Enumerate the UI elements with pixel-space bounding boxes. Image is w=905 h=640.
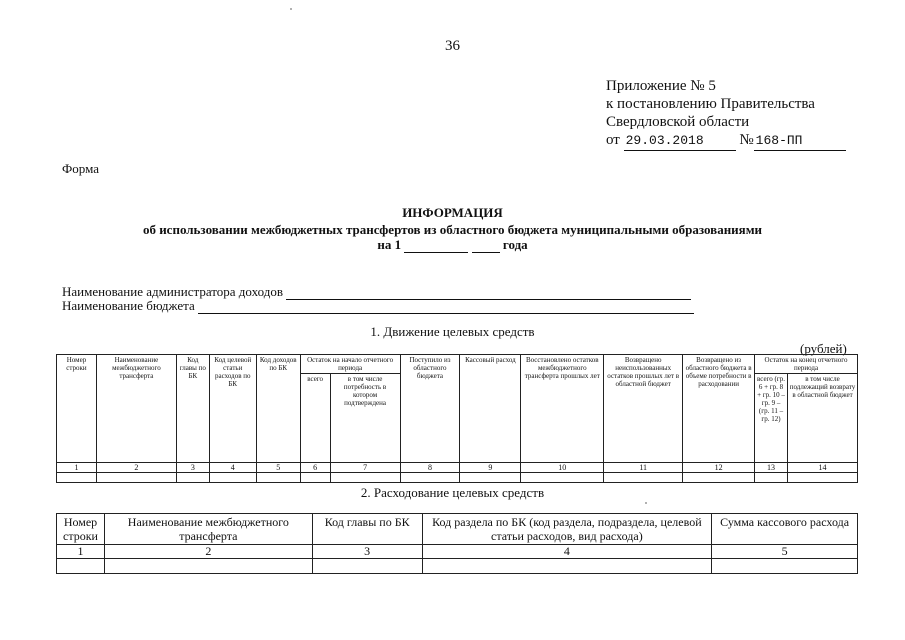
page-number: 36 (445, 38, 460, 54)
budget-blank (198, 302, 694, 314)
column-number: 4 (209, 463, 256, 473)
appendix-line-2: к постановлению Правительства (606, 96, 815, 112)
appendix-date-prefix: от (606, 132, 620, 148)
column-number: 2 (104, 545, 312, 559)
column-number: 5 (712, 545, 858, 559)
column-numbers-row (57, 463, 858, 473)
header-end-total: всего (гр. 6 + гр. 8 + гр. 10 – гр. 9 – (гр. 11 – гр. 12) (755, 374, 788, 463)
header-restored: Восстановлено остатков межбюджетного трансферта прошлых лет (521, 355, 604, 463)
header-section-code: Код раздела по БК (код раздела, подраздела, целевой статьи расходов, вид расхода) (422, 514, 712, 545)
table-header-row (57, 355, 858, 374)
header-returned-from-budget: Возвращено из областного бюджета в объеме потребности в расходовании (683, 355, 755, 463)
table-row (57, 559, 858, 574)
header-cash-expense: Кассовый расход (460, 355, 521, 463)
column-numbers-row (57, 545, 858, 559)
header-chapter-code: Код главы по БК (176, 355, 209, 463)
admin-label: Наименование администратора доходов (62, 284, 283, 299)
appendix-date-line (606, 131, 846, 151)
form-label: Форма (62, 161, 99, 176)
header-start-confirmed: в том числе потребность в котором подтверждена (330, 374, 400, 463)
column-number: 8 (400, 463, 460, 473)
header-end-to-return: в том числе подлежащий возврату в областной бюджет (788, 374, 858, 463)
expenditure-table (56, 513, 858, 574)
header-row-number: Номер строки (57, 514, 105, 545)
budget-field (62, 298, 694, 314)
column-number: 7 (330, 463, 400, 473)
header-cash-sum: Сумма кассового расхода (712, 514, 858, 545)
column-number: 10 (521, 463, 604, 473)
appendix-number: 168-ПП (754, 132, 846, 151)
column-number: 2 (96, 463, 176, 473)
header-chapter-code: Код главы по БК (312, 514, 422, 545)
header-transfer-name: Наименование межбюджетного трансферта (104, 514, 312, 545)
section-2-title: 2. Расходование целевых средств (360, 485, 545, 500)
column-number: 3 (176, 463, 209, 473)
column-number: 13 (755, 463, 788, 473)
header-end-balance: Остаток на конец отчетного периода (755, 355, 858, 374)
unit-label: (рублей) (800, 341, 847, 356)
date-prefix: на 1 (377, 237, 402, 252)
date-blank-month (404, 252, 468, 253)
section-1-title: 1. Движение целевых средств (370, 324, 535, 339)
scan-speck (645, 502, 647, 504)
header-income-code: Код доходов по БК (256, 355, 300, 463)
column-number: 1 (57, 463, 97, 473)
budget-label: Наименование бюджета (62, 298, 195, 313)
document-date-line (0, 237, 905, 253)
date-blank-year (472, 252, 500, 253)
date-suffix: года (502, 237, 528, 252)
appendix-number-prefix: № (739, 132, 754, 148)
scan-speck (290, 8, 292, 10)
column-number: 11 (604, 463, 683, 473)
appendix-line-1: Приложение № 5 (606, 78, 716, 94)
appendix-date: 29.03.2018 (624, 132, 736, 151)
column-number: 12 (683, 463, 755, 473)
header-start-total: всего (300, 374, 330, 463)
table-row (57, 473, 858, 483)
header-received: Поступило из областного бюджета (400, 355, 460, 463)
column-number: 4 (422, 545, 712, 559)
column-number: 9 (460, 463, 521, 473)
column-number: 3 (312, 545, 422, 559)
column-number: 5 (256, 463, 300, 473)
header-transfer-name: Наименование межбюджетного трансферта (96, 355, 176, 463)
appendix-block (606, 77, 846, 151)
header-returned-unused: Возвращено неиспользованных остатков прошлых лет в областной бюджет (604, 355, 683, 463)
table-header-row (57, 514, 858, 545)
header-row-number: Номер строки (57, 355, 97, 463)
column-number: 6 (300, 463, 330, 473)
document-heading: ИНФОРМАЦИЯ (402, 205, 503, 220)
document-subheading: об использовании межбюджетных трансфертов из областного бюджета муниципальными образованиями (142, 222, 763, 237)
header-article-code: Код целевой статьи расходов по БК (209, 355, 256, 463)
header-start-balance: Остаток на начало отчетного периода (300, 355, 400, 374)
movement-table (56, 354, 858, 483)
column-number: 14 (788, 463, 858, 473)
appendix-line-3: Свердловской области (606, 114, 750, 130)
column-number: 1 (57, 545, 105, 559)
